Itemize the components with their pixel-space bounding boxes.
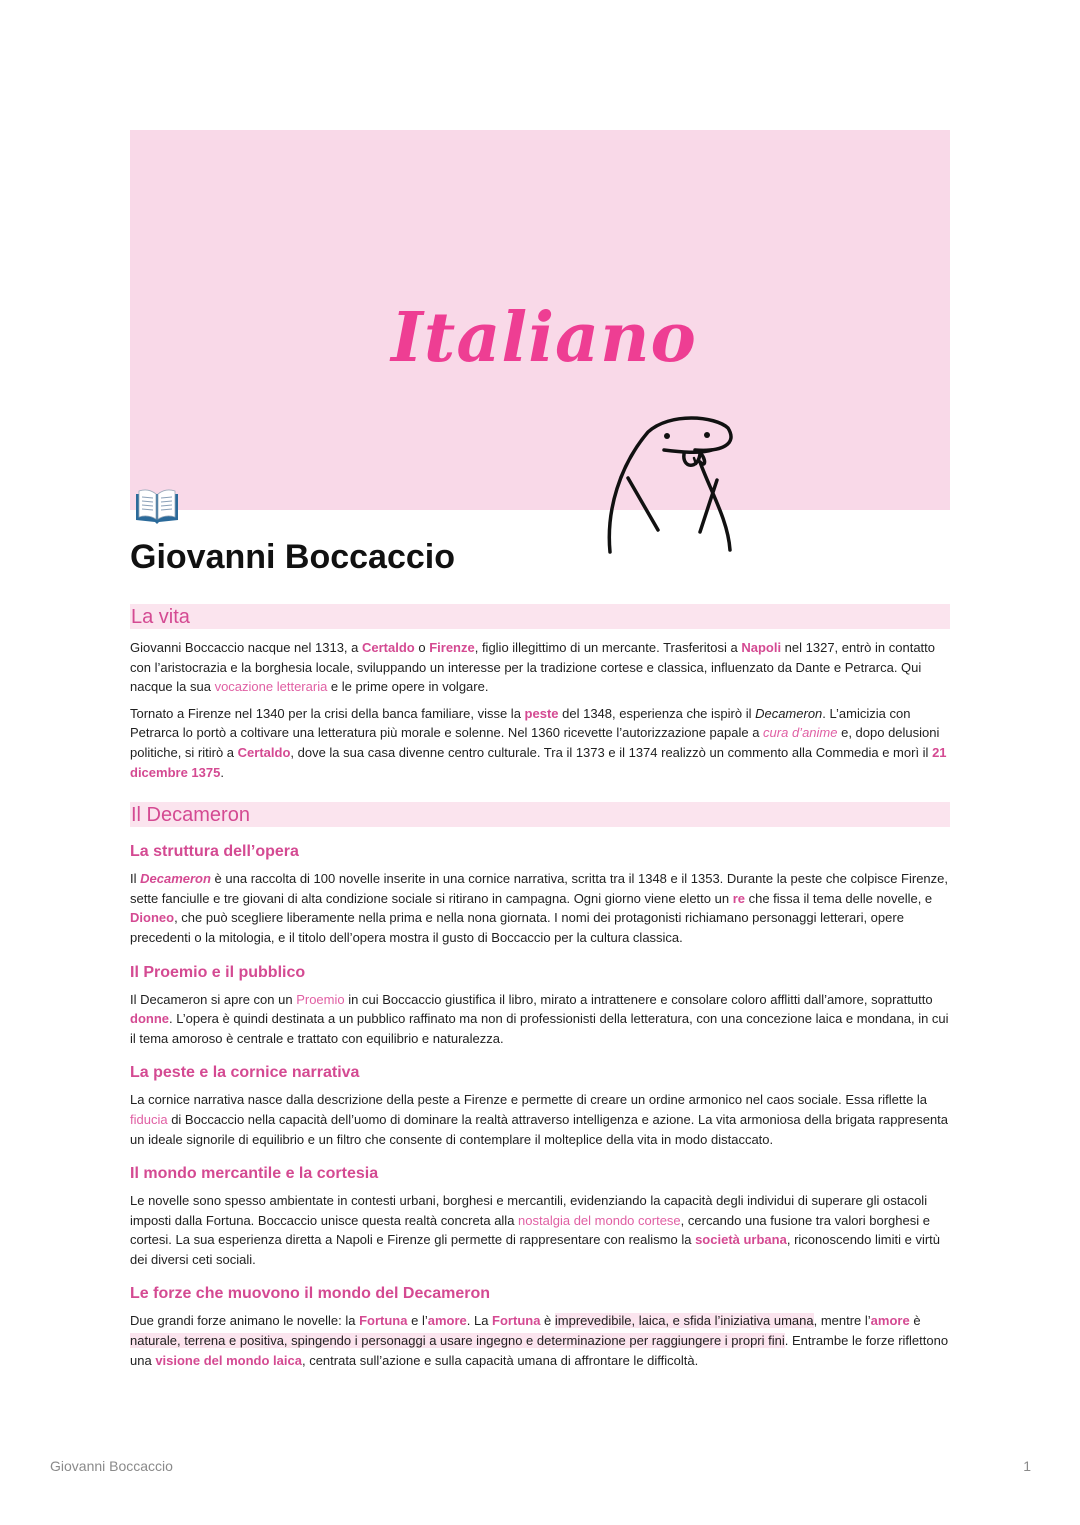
paragraph: Due grandi forze animano le novelle: la Fortuna e l’amore. La Fortuna è imprevedibile, laica, e sfida l’iniziativa umana, mentre l’amore è naturale, terrena e positiva, spingendo i personaggi a usare ingegno e determinazione per raggiungere i propri fini. Entrambe le forze riflettono una visione del mondo laica, centrata sull’azione e sulla capacità umana di affrontare le difficoltà. <box>130 1313 949 1368</box>
blob-face-drawing <box>600 410 750 560</box>
cover-title: Italiano <box>391 298 697 378</box>
paragraph: Le novelle sono spesso ambientate in contesti urbani, borghesi e mercantili, evidenziando la capacità degli individui di superare gli ostacoli imposti dalla Fortuna. Boccaccio unisce questa realtà concreta alla nostalgia del mondo cortese, cercando una fusione tra valori borghesi e cortesi. La sua esperienza diretta a Napoli e Firenze gli permette di rappresentare con realismo la società urbana, riconoscendo limiti e virtù dei diversi ceti sociali. <box>130 1193 941 1267</box>
open-book-icon <box>133 486 181 526</box>
subheading-peste: La peste e la cornice narrativa <box>130 1064 360 1082</box>
paragraph: Tornato a Firenze nel 1340 per la crisi della banca familiare, visse la peste del 1348, esperienza che ispirò il Decameron. L’amicizia con Petrarca lo portò a coltivare una letteratura più morale e solenne. Nel 1360 ricevette l’autorizzazione papale a cura d’anime e, dopo delusioni politiche, si ritirò a Certaldo, dove la sua casa divenne centro culturale. Tra il 1373 e il 1374 realizzò un commento alla Commedia e morì il 21 dicembre 1375. <box>130 705 947 780</box>
subheading-struttura: La struttura dell’opera <box>130 843 299 861</box>
subheading-proemio: Il Proemio e il pubblico <box>130 963 306 981</box>
footer-document-title: Giovanni Boccaccio <box>50 1458 173 1474</box>
paragraph: Giovanni Boccaccio nacque nel 1313, a Certaldo o Firenze, figlio illegittimo di un mercante. Trasferitosi a Napoli nel 1327, entrò in contatto con l’aristocrazia e la borghesia locale, sviluppando un interesse per la tradizione cortese e classica, influenzato da Dante e Petrarca. Qui nacque la sua vocazione letteraria e le prime opere in volgare. <box>130 640 936 695</box>
page-title: Giovanni Boccaccio <box>130 538 455 576</box>
footer-page-number: 1 <box>1023 1458 1031 1474</box>
section-heading-il-decameron: Il Decameron <box>130 802 950 827</box>
page-content <box>130 604 950 1370</box>
paragraph: Il Decameron si apre con un Proemio in cui Boccaccio giustifica il libro, mirato a intrattenere e consolare coloro afflitti dall’amore, soprattutto donne. L’opera è quindi destinata a un pubblico raffinato ma non di professionisti della letteratura, con una concezione laica e mondana, in cui il tema amoroso è centrale e trattato con equilibrio e naturalezza. <box>130 991 949 1046</box>
paragraph: La cornice narrativa nasce dalla descrizione della peste a Firenze e permette di creare un ordine armonico nel caos sociale. Essa riflette la fiducia di Boccaccio nella capacità dell’uomo di dominare la realtà attraverso intelligenza e azione. La vita armoniosa della brigata rappresenta un ideale signorile di equilibrio e un filtro che consente di contemplare il molteplice della vita in modo distaccato. <box>130 1092 949 1147</box>
cover-banner <box>130 130 950 510</box>
subheading-forze: Le forze che muovono il mondo del Decameron <box>130 1285 491 1303</box>
section-heading-la-vita: La vita <box>130 604 950 629</box>
subheading-mondo-mercantile: Il mondo mercantile e la cortesia <box>130 1165 379 1183</box>
paragraph: Il Decameron è una raccolta di 100 novelle inserite in una cornice narrativa, scritta tra il 1348 e il 1353. Durante la peste che colpisce Firenze, sette fanciulle e tre giovani di alta condizione sociale si ritirano in campagna. Ogni giorno viene eletto un re che fissa il tema delle novelle, e Dioneo, che può scegliere liberamente nella prima e nella nona giornata. I nomi dei protagonisti richiamano personaggi letterari, opere precedenti o la mitologia, e il titolo dell’opera mostra il gusto di Boccaccio per la cultura classica. <box>130 871 949 945</box>
